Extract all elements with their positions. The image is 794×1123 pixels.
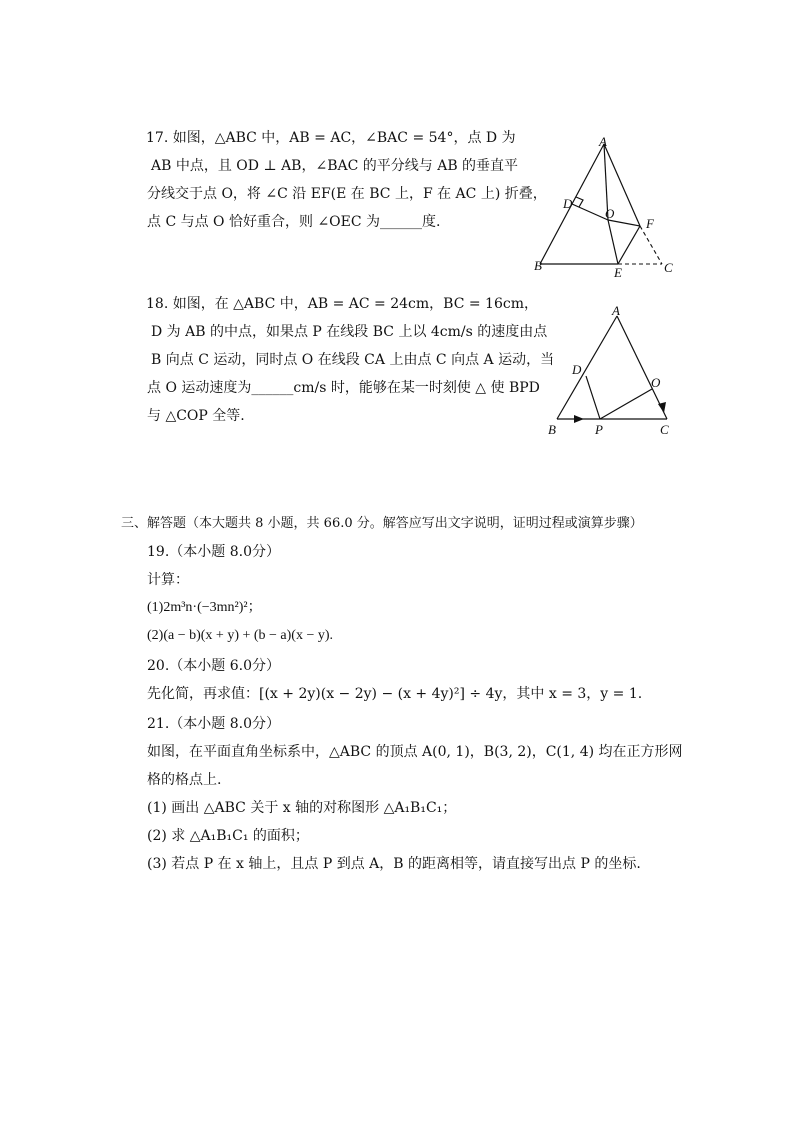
q18-label-P: P	[595, 422, 603, 437]
q18-label-C: C	[660, 422, 669, 437]
q18-line-2: D 为 AB 的中点，如果点 P 在线段 BC 上以 4cm/s 的速度由点	[151, 324, 548, 340]
q17-label-C: C	[664, 260, 673, 275]
q18-label-O: O	[651, 375, 661, 390]
q19-item-2: (2)(a − b)(x + y) + (b − a)(x − y).	[147, 628, 334, 643]
q19-item-1: (1)2m³n·(−3mn²)²；	[147, 600, 262, 615]
q17-label-E: E	[614, 265, 622, 280]
q17-label-B: B	[534, 258, 542, 273]
q17-label-O: O	[605, 206, 615, 221]
q18-line-3: B 向点 C 运动，同时点 O 在线段 CA 上由点 C 向点 A 运动，当	[151, 352, 555, 368]
q19-title: 19.（本小题 8.0分）	[147, 544, 280, 560]
q19-intro: 计算：	[147, 572, 189, 588]
arrow-right-icon	[574, 415, 584, 423]
q18-line-5: 与 △COP 全等.	[147, 408, 245, 424]
section-header: 三、解答题（本大题共 8 小题，共 66.0 分。解答应写出文字说明，证明过程或演算步骤）	[121, 516, 643, 531]
q21-item-1: (1) 画出 △ABC 关于 x 轴的对称图形 △A₁B₁C₁；	[147, 800, 457, 816]
q18-line-4: 点 O 运动速度为______cm/s 时，能够在某一时刻使 △ 使 BPD	[147, 380, 540, 396]
q17-line-2: AB 中点，且 OD ⊥ AB，∠BAC 的平分线与 AB 的垂直平	[151, 158, 519, 174]
q21-body-1: 如图，在平面直角坐标系中，△ABC 的顶点 A(0, 1)，B(3, 2)，C(1, 4) 均在正方形网	[147, 744, 683, 760]
q20-body: 先化简，再求值：[(x + 2y)(x − 2y) − (x + 4y)²] ÷ 4y，其中 x = 3，y = 1.	[147, 686, 643, 702]
q18-label-A: A	[612, 303, 620, 318]
q17-line-3: 分线交于点 O，将 ∠C 沿 EF(E 在 BC 上，F 在 AC 上) 折叠，	[147, 186, 547, 202]
q20-title: 20.（本小题 6.0分）	[147, 658, 280, 674]
q17-label-A: A	[599, 134, 607, 149]
q21-body-2: 格的格点上.	[147, 772, 222, 788]
q17-line-4: 点 C 与点 O 恰好重合，则 ∠OEC 为______度.	[147, 214, 441, 230]
q17-label-F: F	[646, 216, 654, 231]
q17-label-D: D	[563, 196, 573, 211]
q18-label-B: B	[548, 422, 556, 437]
q18-label-D: D	[572, 362, 582, 377]
q18-figure	[540, 300, 680, 440]
q18-line-1: 18. 如图，在 △ABC 中，AB = AC = 24cm，BC = 16cm，	[146, 296, 538, 312]
q21-title: 21.（本小题 8.0分）	[147, 716, 280, 732]
q17-figure	[530, 130, 680, 280]
q17-line-1: 17. 如图，△ABC 中，AB = AC，∠BAC = 54°，点 D 为	[146, 130, 516, 146]
q21-item-3: (3) 若点 P 在 x 轴上，且点 P 到点 A，B 的距离相等，请直接写出点 P 的坐标.	[147, 856, 641, 872]
q21-item-2: (2) 求 △A₁B₁C₁ 的面积；	[147, 828, 309, 844]
